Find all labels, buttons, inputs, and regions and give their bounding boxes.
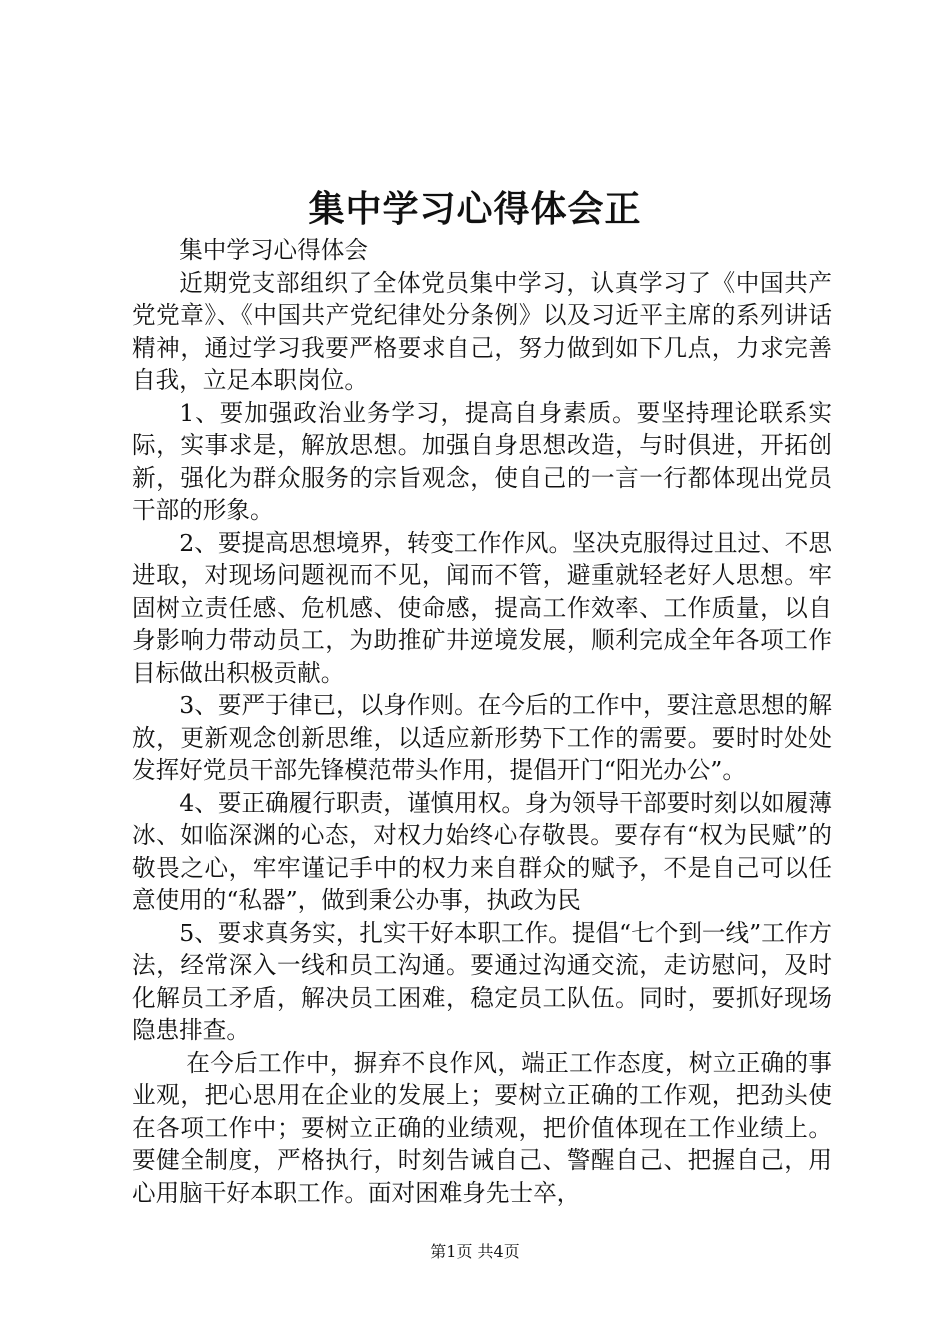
document-title: 集中学习心得体会正 [308, 188, 642, 230]
intro-paragraph: 近期党支部组织了全体党员集中学习，认真学习了《中国共产党党章》、《中国共产党纪律处分条例》以及习近平主席的系列讲话精神，通过学习我要严格要求自己，努力做到如下几点，力求完善自我，立足本职岗位。 [132, 268, 832, 394]
point-1-paragraph: 1、要加强政治业务学习，提高自身素质。要坚持理论联系实际，实事求是，解放思想。加强自身思想改造，与时俱进，开拓创新，强化为群众服务的宗旨观念，使自己的一言一行都体现出党员干部的形象。 [132, 398, 832, 524]
point-2-paragraph: 2、要提高思想境界，转变工作作风。坚决克服得过且过、不思进取，对现场问题视而不见，闻而不管，避重就轻老好人思想。牢固树立责任感、危机感、使命感，提高工作效率、工作质量，以自身影响力带动员工，为助推矿井逆境发展，顺利完成全年各项工作目标做出积极贡献。 [132, 528, 832, 687]
point-5-paragraph: 5、要求真务实，扎实干好本职工作。提倡“七个到一线”工作方法，经常深入一线和员工沟通。要通过沟通交流，走访慰问，及时化解员工矛盾，解决员工困难，稳定员工队伍。同时，要抓好现场隐患排查。 [132, 918, 832, 1044]
subtitle-paragraph: 集中学习心得体会 [179, 236, 368, 264]
document-body [132, 234, 832, 1209]
page-footer: 第1页 共4页 [430, 1242, 520, 1261]
point-4-paragraph: 4、要正确履行职责，谨慎用权。身为领导干部要时刻以如履薄冰、如临深渊的心态，对权力始终心存敬畏。要存有“权为民赋”的敬畏之心，牢牢谨记手中的权力来自群众的赋予，不是自己可以任意使用的“私器”，做到秉公办事，执政为民 [132, 788, 832, 914]
point-3-paragraph: 3、要严于律已，以身作则。在今后的工作中，要注意思想的解放，更新观念创新思维，以适应新形势下工作的需要。要时时处处发挥好党员干部先锋模范带头作用，提倡开门“阳光办公”。 [132, 691, 832, 784]
conclusion-paragraph: 在今后工作中，摒弃不良作风，端正工作态度，树立正确的事业观，把心思用在企业的发展上；要树立正确的工作观，把劲头使在各项工作中；要树立正确的业绩观，把价值体现在工作业绩上。要健全制度，严格执行，时刻告诫自己、警醒自己、把握自己，用心用脑干好本职工作。面对困难身先士卒， [132, 1048, 832, 1207]
